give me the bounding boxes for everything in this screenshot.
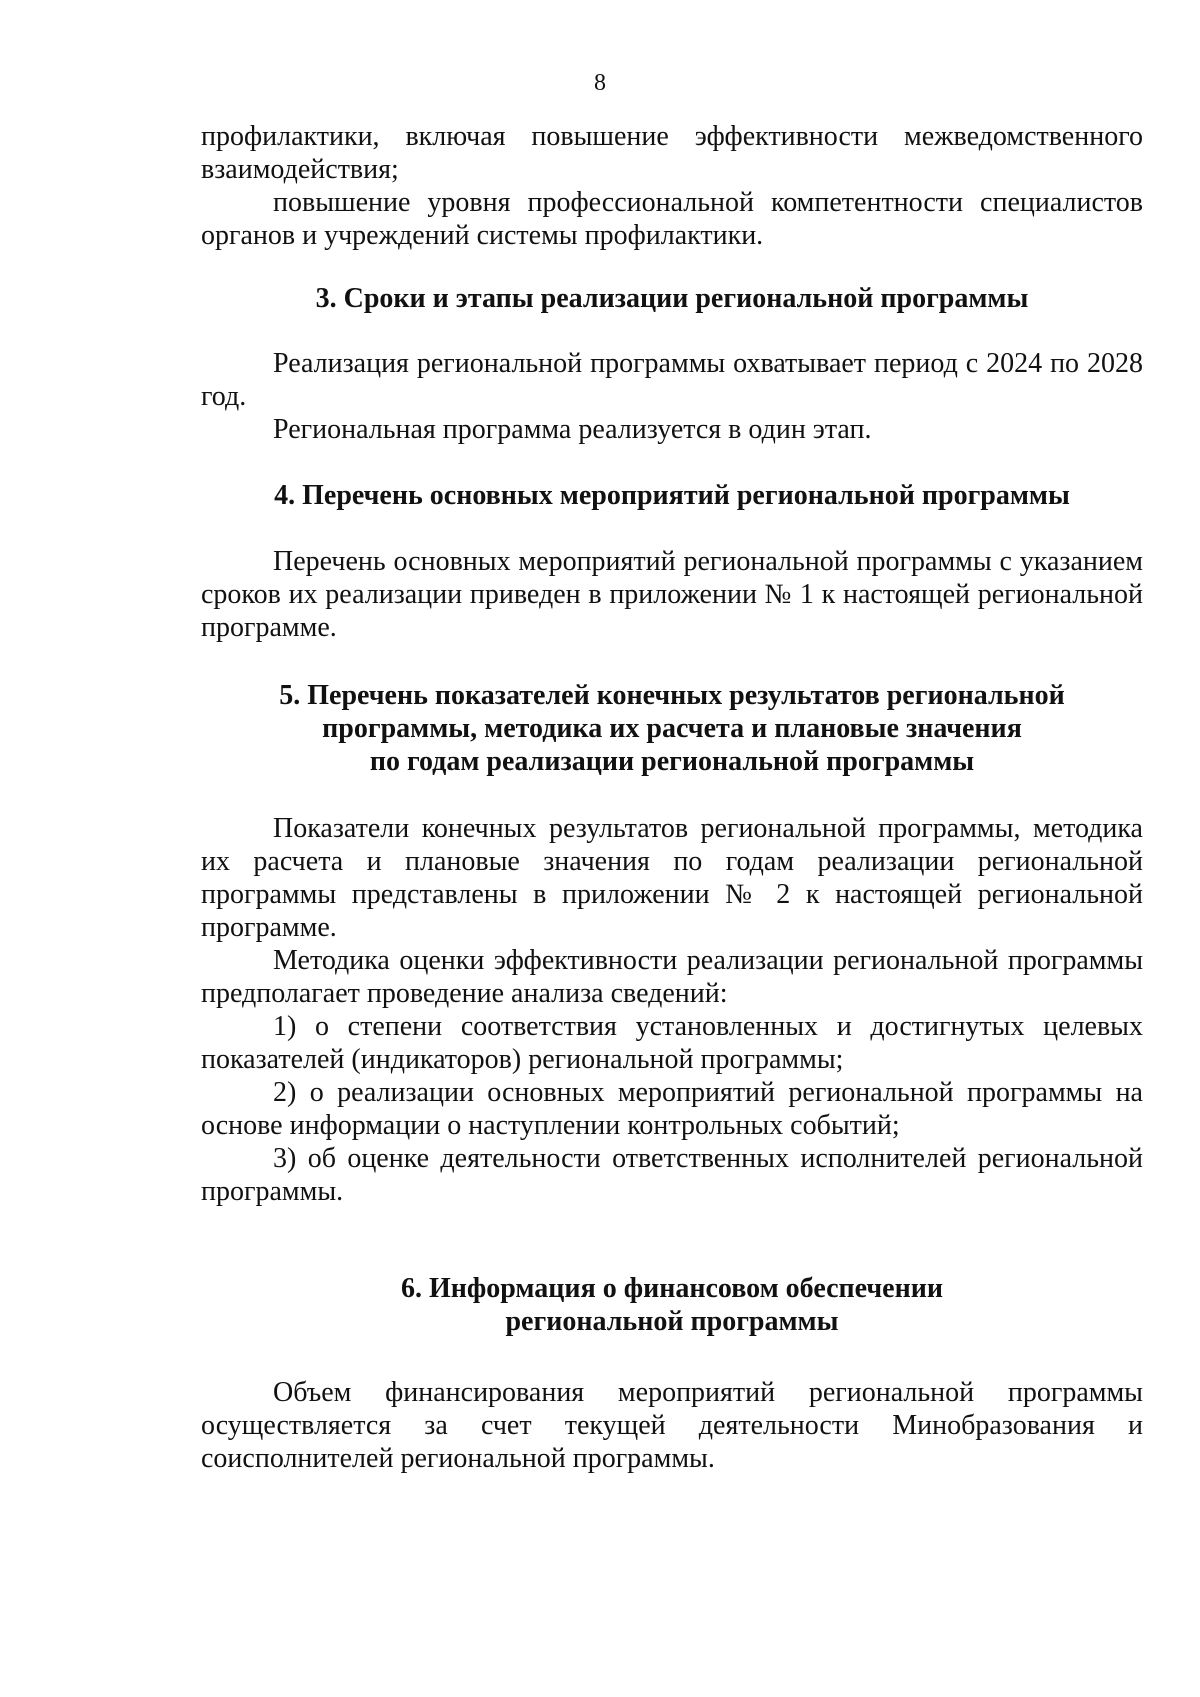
section-heading-4: 4. Перечень основных мероприятий региональной программы [274,480,1070,511]
list-item: 2) о реализации основных мероприятий региональной программы на основе информации о наступлении контрольных событий; [201,1077,1143,1141]
paragraph: профилактики, включая повышение эффективности межведомственного взаимодействия; [201,121,1143,185]
section-heading-3: 3. Сроки и этапы реализации региональной программы [315,283,1029,314]
document-body [201,120,1143,1475]
section-heading-5 [201,679,1143,778]
paragraph: Региональная программа реализуется в один этап. [273,414,872,445]
list-item: 1) о степени соответствия установленных и достигнутых целевых показателей (индикаторов) региональной программы; [201,1011,1143,1075]
heading-line: региональной программы [505,1306,839,1337]
heading-line: программы, методика их расчета и плановые значения [322,713,1022,744]
paragraph: Объем финансирования мероприятий региональной программы осуществляется за счет текущей деятельности Минобразования и соисполнителей региональной программы. [201,1377,1143,1474]
paragraph: Перечень основных мероприятий региональной программы с указанием сроков их реализации приведен в приложении № 1 к настоящей региональной программе. [201,546,1143,643]
paragraph: Методика оценки эффективности реализации региональной программы предполагает проведение анализа сведений: [201,945,1143,1009]
paragraph: Показатели конечных результатов региональной программы, методика их расчета и плановые значения по годам реализации региональной программы представлены в приложении № 2 к настоящей региональной программе. [201,813,1143,943]
paragraph: Реализация региональной программы охватывает период с 2024 по 2028 год. [201,348,1143,412]
heading-line: по годам реализации региональной программы [369,746,975,777]
paragraph: повышение уровня профессиональной компетентности специалистов органов и учреждений системы профилактики. [201,187,1143,251]
heading-line: 6. Информация о финансовом обеспечении [400,1273,943,1304]
section-heading-6 [201,1272,1143,1338]
page-number: 8 [594,70,606,96]
list-item: 3) об оценке деятельности ответственных исполнителей региональной программы. [201,1143,1143,1207]
heading-line: 5. Перечень показателей конечных результатов региональной [279,680,1065,711]
